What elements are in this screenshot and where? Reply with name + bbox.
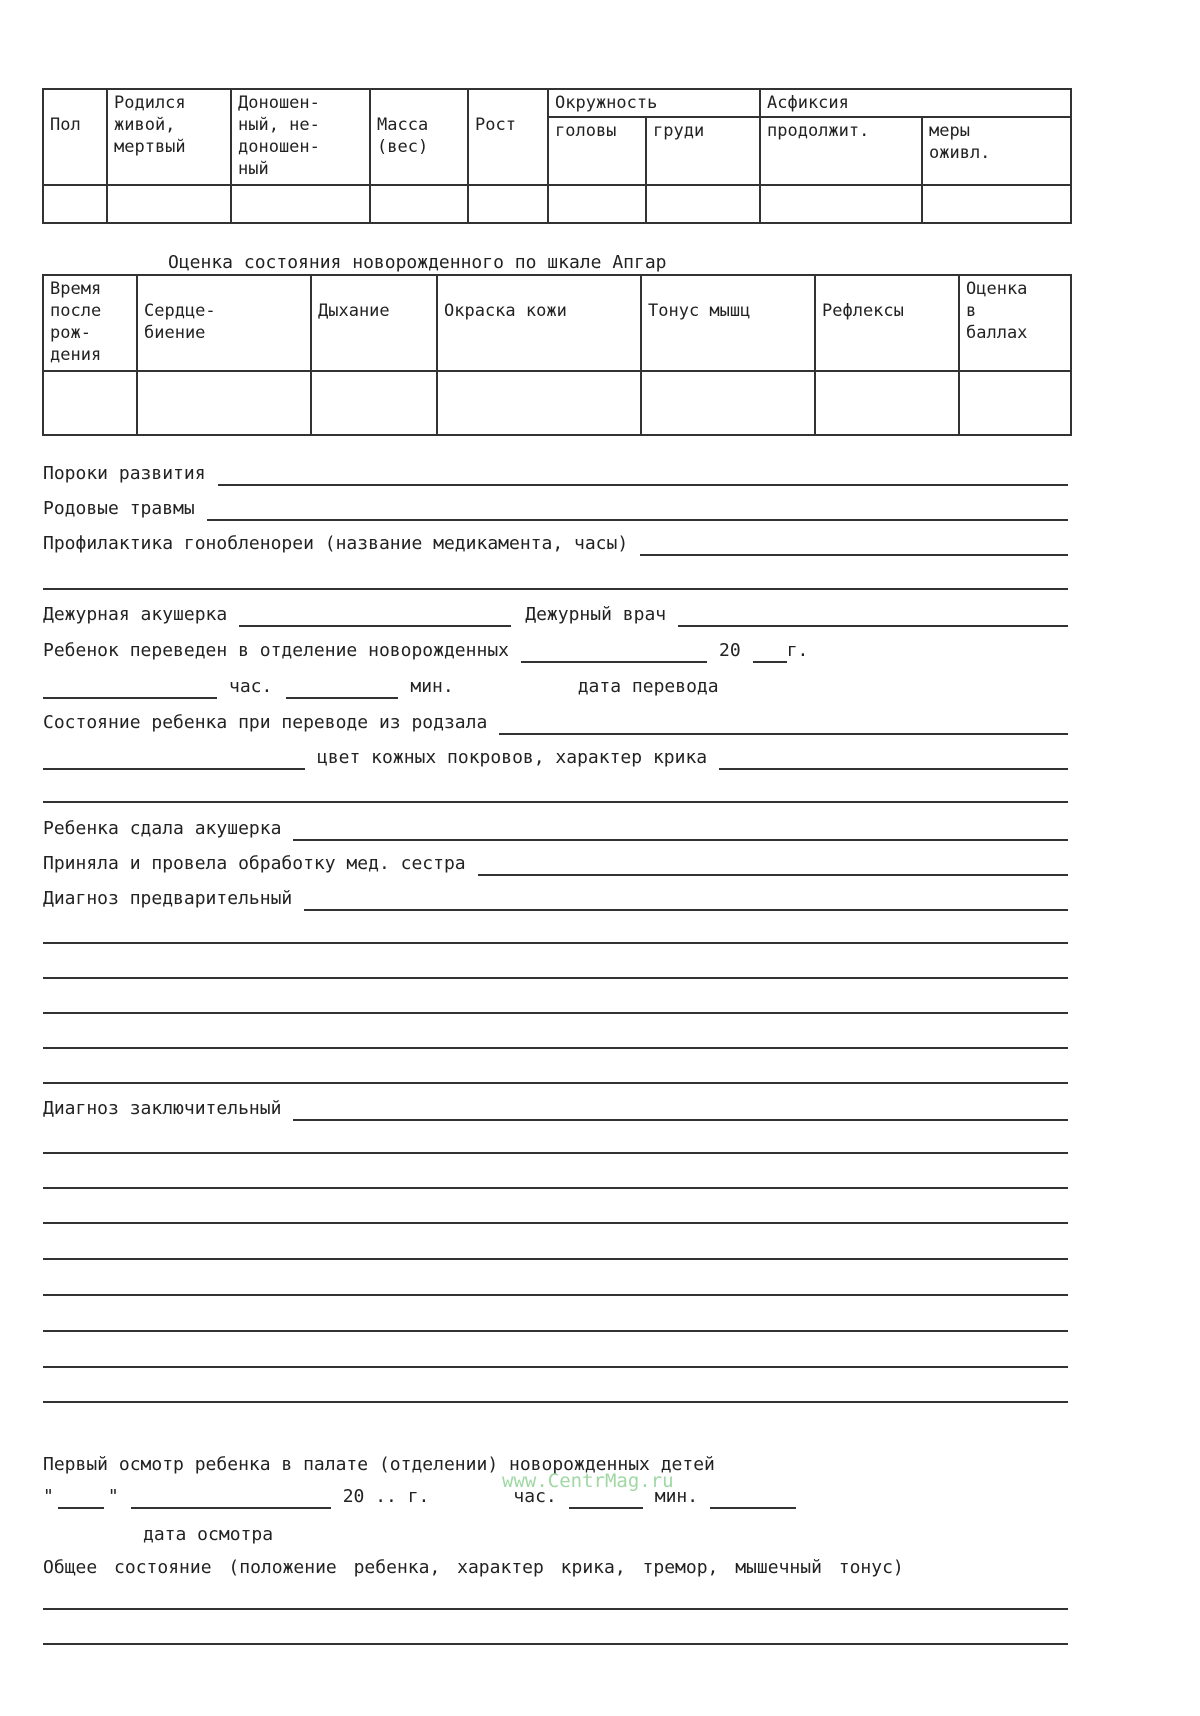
header-dyhanie: Дыхание — [311, 275, 437, 371]
cell-prodolzhit[interactable] — [760, 185, 922, 223]
label-year-suffix: г. — [786, 640, 809, 661]
input-cvet[interactable] — [719, 748, 1068, 770]
cell-rodilsya[interactable] — [107, 185, 231, 223]
header-golovy: головы — [548, 117, 646, 185]
field-poroki — [43, 463, 1068, 486]
label-osmotr-year: 20 .. г. — [342, 1486, 430, 1507]
field-prinyala — [43, 853, 1068, 876]
blank-line[interactable] — [43, 1401, 1068, 1403]
label-osmotr-chas: час. — [513, 1486, 557, 1507]
field-diagnoz-pred — [43, 888, 1068, 911]
blank-line[interactable] — [43, 942, 1068, 944]
input-minutes[interactable] — [286, 677, 398, 699]
cell-vremya[interactable] — [43, 371, 137, 435]
blank-line[interactable] — [43, 1366, 1068, 1368]
label-diagnoz-zakl: Диагноз заключительный — [43, 1098, 282, 1119]
input-osmotr-month[interactable] — [131, 1487, 331, 1509]
label-travmy: Родовые травмы — [43, 498, 195, 519]
cell-ocenka[interactable] — [959, 371, 1071, 435]
apgar-table — [42, 274, 1072, 436]
input-diagnoz-zakl[interactable] — [293, 1099, 1068, 1121]
input-travmy[interactable] — [207, 499, 1068, 521]
input-akusherka[interactable] — [239, 605, 511, 627]
header-grudi: груди — [646, 117, 760, 185]
blank-line[interactable] — [43, 1330, 1068, 1332]
header-massa: Масса (вес) — [370, 89, 468, 185]
field-cvet — [43, 747, 1068, 770]
input-sostoyanie[interactable] — [499, 713, 1068, 735]
label-chas: час. — [229, 676, 273, 697]
blank-line[interactable] — [43, 1152, 1068, 1154]
field-pereveden — [43, 640, 1068, 663]
label-min: мин. — [410, 676, 454, 697]
blank-line[interactable] — [43, 1082, 1068, 1084]
blank-line[interactable] — [43, 1047, 1068, 1049]
input-osmotr-minutes[interactable] — [710, 1487, 796, 1509]
field-osmotr-date — [43, 1486, 843, 1509]
label-quote-close: " — [107, 1486, 119, 1507]
header-donoshen: Доношен- ный, не- доношен- ный — [231, 89, 370, 185]
cell-massa[interactable] — [370, 185, 468, 223]
cell-dyhanie[interactable] — [311, 371, 437, 435]
label-vrach: Дежурный врач — [525, 604, 667, 625]
input-poroki[interactable] — [218, 464, 1068, 486]
header-vremya: Время после рож- дения — [43, 275, 137, 371]
label-cvet: цвет кожных покровов, характер крика — [317, 747, 708, 768]
label-year-prefix: 20 — [719, 640, 741, 661]
apgar-caption: Оценка состояния новорожденного по шкале Апгар — [168, 252, 667, 273]
blank-line[interactable] — [43, 588, 1068, 590]
label-data-perevoda: дата перевода — [577, 676, 719, 697]
label-poroki: Пороки развития — [43, 463, 206, 484]
header-rost: Рост — [468, 89, 548, 185]
input-prinyala[interactable] — [478, 854, 1068, 876]
cell-refleksy[interactable] — [815, 371, 959, 435]
blank-line[interactable] — [43, 1608, 1068, 1610]
label-profilaktika: Профилактика гонобленореи (название медикамента, часы) — [43, 533, 629, 554]
input-profilaktika[interactable] — [640, 534, 1068, 556]
label-quote-open: " — [43, 1486, 54, 1507]
header-tonus: Тонус мышц — [641, 275, 815, 371]
input-sdala[interactable] — [293, 819, 1068, 841]
header-okraska: Окраска кожи — [437, 275, 641, 371]
cell-rost[interactable] — [468, 185, 548, 223]
field-sdala — [43, 818, 1068, 841]
input-pereveden-date[interactable] — [521, 641, 707, 663]
label-data-osmotra: дата осмотра — [143, 1524, 274, 1545]
header-pol: Пол — [43, 89, 107, 185]
field-profilaktika — [43, 533, 1068, 556]
cell-okraska[interactable] — [437, 371, 641, 435]
header-asfiksiya: Асфиксия — [760, 89, 1071, 117]
blank-line[interactable] — [43, 1012, 1068, 1014]
label-diagnoz-pred: Диагноз предварительный — [43, 888, 293, 909]
header-refleksy: Рефлексы — [815, 275, 959, 371]
cell-mery[interactable] — [922, 185, 1071, 223]
header-ocenka: Оценка в баллах — [959, 275, 1071, 371]
watermark: www.CentrMag.ru — [502, 1470, 674, 1492]
cell-pol[interactable] — [43, 185, 107, 223]
field-diagnoz-zakl — [43, 1098, 1068, 1121]
header-rodilsya: Родился живой, мертвый — [107, 89, 231, 185]
field-travmy — [43, 498, 1068, 521]
blank-line[interactable] — [43, 1222, 1068, 1224]
cell-donoshen[interactable] — [231, 185, 370, 223]
label-sostoyanie: Состояние ребенка при переводе из родзала — [43, 712, 488, 733]
label-pervyi-osmotr: Первый осмотр ребенка в палате (отделении) новорожденных детей — [43, 1454, 715, 1475]
newborn-data-table — [42, 88, 1072, 224]
label-sdala: Ребенка сдала акушерка — [43, 818, 282, 839]
blank-line[interactable] — [43, 1187, 1068, 1189]
label-akusherka: Дежурная акушерка — [43, 604, 228, 625]
header-prodolzhit: продолжит. — [760, 117, 922, 185]
label-prinyala: Приняла и провела обработку мед. сестра — [43, 853, 466, 874]
input-diagnoz-pred[interactable] — [304, 889, 1068, 911]
field-duty-staff — [43, 604, 1068, 627]
field-time — [43, 676, 1068, 699]
cell-golovy[interactable] — [548, 185, 646, 223]
header-serdce: Сердце- биение — [137, 275, 311, 371]
blank-line[interactable] — [43, 977, 1068, 979]
input-year[interactable] — [753, 641, 787, 663]
blank-line[interactable] — [43, 1258, 1068, 1260]
label-pereveden: Ребенок переведен в отделение новорожденных — [43, 640, 509, 661]
field-sostoyanie — [43, 712, 1068, 735]
label-osmotr-min: мин. — [654, 1486, 699, 1507]
header-mery: меры оживл. — [922, 117, 1071, 185]
input-hours[interactable] — [43, 677, 217, 699]
blank-line[interactable] — [43, 1294, 1068, 1296]
header-okruzhnost: Окружность — [548, 89, 760, 117]
cell-serdce[interactable] — [137, 371, 311, 435]
input-cvet-start[interactable] — [43, 748, 305, 770]
blank-line[interactable] — [43, 801, 1068, 803]
cell-grudi[interactable] — [646, 185, 760, 223]
blank-line[interactable] — [43, 1643, 1068, 1645]
label-obshee: Общее состояние (положение ребенка, характер крика, тремор, мышечный тонус) — [43, 1557, 904, 1578]
cell-tonus[interactable] — [641, 371, 815, 435]
input-osmotr-day[interactable] — [58, 1487, 104, 1509]
input-vrach[interactable] — [678, 605, 1068, 627]
